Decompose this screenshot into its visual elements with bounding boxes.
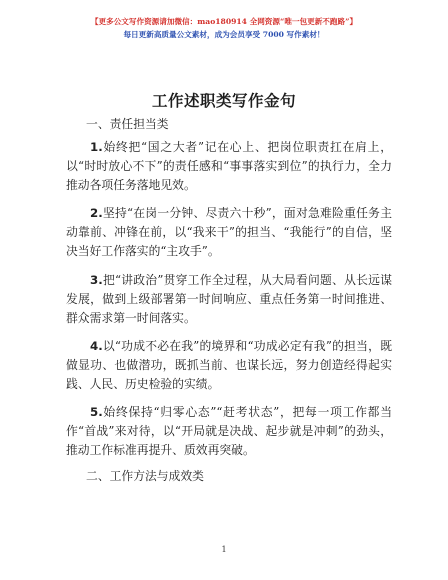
promo-banner-line-1: 【更多公文写作资源请加微信：mao180914 全网资源“唯一包更新不跑路”】 bbox=[90, 17, 358, 26]
paragraph-1 bbox=[66, 138, 392, 195]
section-heading-methods-results: 二、工作方法与成效类 bbox=[86, 469, 204, 483]
paragraph-text: 始终保持“归零心态”“赶考状态”，把每一项工作都当作“首战”来对待，以“开局就是决战、起步就是冲刺”的劲头，推动工作标准再提升、质效再突破。 bbox=[66, 405, 392, 457]
paragraph-number: 4. bbox=[90, 339, 103, 353]
promo-banner-line-2: 每日更新高质量公文素材，成为会员享受 7000 写作素材！ bbox=[123, 30, 325, 39]
document-title: 工作述职类写作金句 bbox=[151, 91, 296, 110]
paragraph-text: 把“讲政治”贯穿工作全过程，从大局看问题、从长远谋发展，做到上级部署第一时间响应、重点任务第一时间推进、群众需求第一时间落实。 bbox=[66, 273, 392, 325]
paragraph-5 bbox=[66, 403, 392, 460]
paragraph-text: 始终把“国之大者”记在心上、把岗位职责扛在肩上，以“时时放心不下”的责任感和“事事落实到位”的执行力，全力推动各项任务落地见效。 bbox=[66, 140, 392, 192]
page-number: 1 bbox=[221, 545, 227, 554]
paragraph-text: 坚持“在岗一分钟、尽责六十秒”，面对急难险重任务主动靠前、冲锋在前，以“我来干”的担当、“我能行”的自信，坚决当好工作落实的“主攻手”。 bbox=[66, 206, 392, 258]
paragraph-number: 1. bbox=[90, 140, 103, 154]
paragraph-4 bbox=[66, 337, 392, 394]
paragraph-3 bbox=[66, 271, 392, 328]
paragraph-number: 2. bbox=[90, 206, 103, 220]
paragraph-number: 5. bbox=[90, 405, 103, 419]
paragraph-text: 以“功成不必在我”的境界和“功成必定有我”的担当，既做显功、也做潜功，既抓当前、也谋长远，努力创造经得起实践、人民、历史检验的实绩。 bbox=[66, 339, 392, 391]
paragraph-2 bbox=[66, 204, 392, 261]
section-heading-responsibility: 一、责任担当类 bbox=[86, 117, 169, 131]
paragraph-number: 3. bbox=[90, 273, 103, 287]
